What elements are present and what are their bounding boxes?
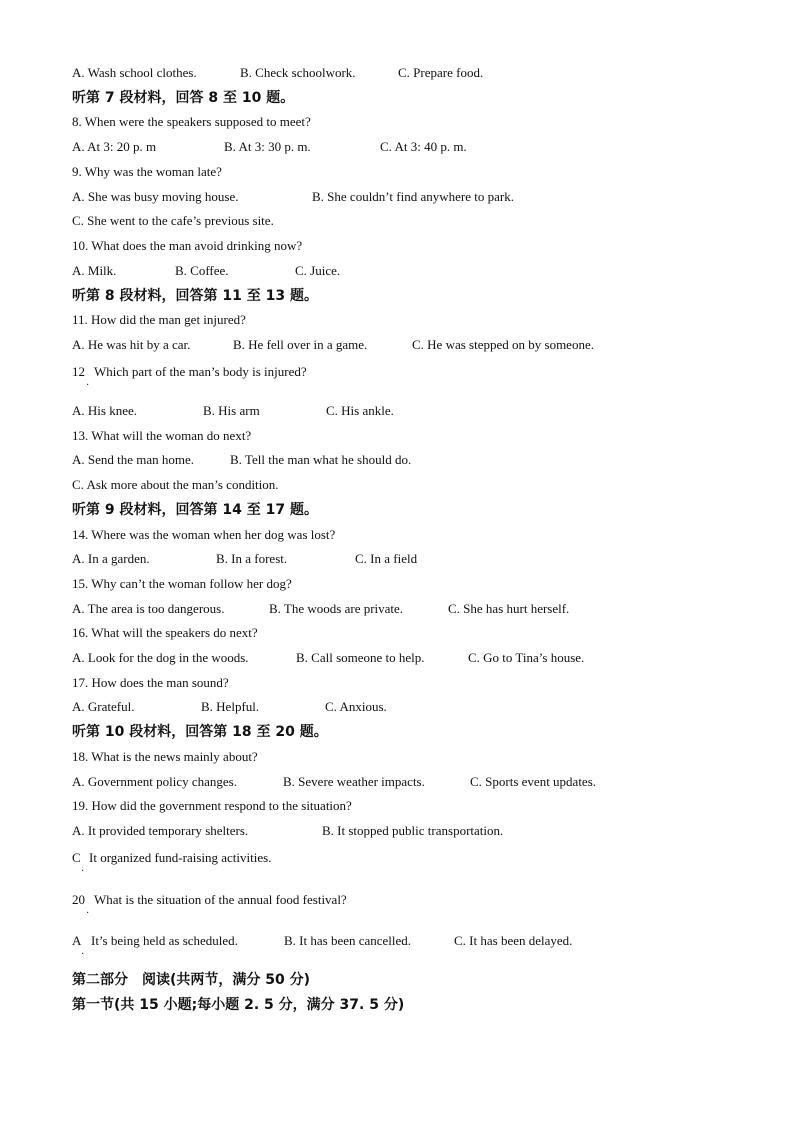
q10-stem: 10. What does the man avoid drinking now? [72,238,303,253]
q15-option-b: B. The woods are private. [269,601,404,616]
q18-option-c: C. Sports event updates. [470,774,597,789]
q10-option-a: A. Milk. [72,263,117,278]
section8-heading: 听第 8 段材料，回答第 11 至 13 题。 [72,288,318,304]
q8-option-b: B. At 3: 30 p. m. [224,139,311,154]
section10-heading: 听第 10 段材料，回答第 18 至 20 题。 [72,724,328,740]
q20-option-a: It’s being held as scheduled. [91,933,238,948]
q11-option-c: C. He was stepped on by someone. [412,337,594,352]
q12-option-a: A. His knee. [72,403,137,418]
q9-option-c: C. She went to the cafe’s previous site. [72,213,274,228]
q12-option-c: C. His ankle. [326,403,394,418]
section1-heading: 第一节(共 15 小题;每小题 2. 5 分，满分 37. 5 分) [72,997,405,1013]
q11-stem: 11. How did the man get injured? [72,312,246,327]
q11-option-b: B. He fell over in a game. [233,337,368,352]
q18-option-b: B. Severe weather impacts. [283,774,425,789]
q7-option-b: B. Check schoolwork. [240,65,356,80]
q12-stem: Which part of the man’s body is injured? [94,364,307,379]
q19-option-a: A. It provided temporary shelters. [72,823,249,838]
q19-stem: 19. How did the government respond to the situation? [72,798,352,813]
section7-heading: 听第 7 段材料，回答 8 至 10 题。 [72,90,295,106]
stray-mark: · [81,949,85,960]
q14-option-a: A. In a garden. [72,551,150,566]
q18-stem: 18. What is the news mainly about? [72,749,258,764]
q19-option-b: B. It stopped public transportation. [322,823,504,838]
q11-option-a: A. He was hit by a car. [72,337,191,352]
q17-option-b: B. Helpful. [201,699,260,714]
part2-heading: 第二部分 阅读(共两节，满分 50 分) [72,972,311,988]
q20-option-a-letter: A [72,933,82,948]
q13-option-c: C. Ask more about the man’s condition. [72,477,279,492]
q9-stem: 9. Why was the woman late? [72,164,222,179]
q17-option-a: A. Grateful. [72,699,135,714]
q20-number: 20 [72,892,85,907]
q10-option-b: B. Coffee. [175,263,229,278]
stray-mark: · [86,380,90,391]
q17-option-c: C. Anxious. [325,699,387,714]
q14-option-b: B. In a forest. [216,551,288,566]
section9-heading: 听第 9 段材料，回答第 14 至 17 题。 [72,502,318,518]
q16-option-b: B. Call someone to help. [296,650,425,665]
q17-stem: 17. How does the man sound? [72,675,229,690]
stray-mark: · [86,908,90,919]
q12-option-b: B. His arm [203,403,260,418]
q14-option-c: C. In a field [355,551,418,566]
q16-option-a: A. Look for the dog in the woods. [72,650,249,665]
q7-option-c: C. Prepare food. [398,65,484,80]
q13-stem: 13. What will the woman do next? [72,428,252,443]
q9-option-a: A. She was busy moving house. [72,189,239,204]
q16-option-c: C. Go to Tina’s house. [468,650,585,665]
q12-number: 12 [72,364,85,379]
q20-stem: What is the situation of the annual food festival? [94,892,347,907]
q14-stem: 14. Where was the woman when her dog was lost? [72,527,336,542]
q19-option-c: It organized fund-raising activities. [89,850,272,865]
q7-option-a: A. Wash school clothes. [72,65,197,80]
q20-option-c: C. It has been delayed. [454,933,573,948]
q18-option-a: A. Government policy changes. [72,774,237,789]
q8-stem: 8. When were the speakers supposed to meet? [72,114,311,129]
q8-option-c: C. At 3: 40 p. m. [380,139,467,154]
q15-option-a: A. The area is too dangerous. [72,601,225,616]
q10-option-c: C. Juice. [295,263,341,278]
q15-option-c: C. She has hurt herself. [448,601,570,616]
q8-option-a: A. At 3: 20 p. m [72,139,157,154]
q13-option-b: B. Tell the man what he should do. [230,452,412,467]
q19-option-c-letter: C [72,850,81,865]
q15-stem: 15. Why can’t the woman follow her dog? [72,576,292,591]
stray-mark: · [81,866,85,877]
q13-option-a: A. Send the man home. [72,452,195,467]
q20-option-b: B. It has been cancelled. [284,933,412,948]
q16-stem: 16. What will the speakers do next? [72,625,258,640]
q9-option-b: B. She couldn’t find anywhere to park. [312,189,514,204]
